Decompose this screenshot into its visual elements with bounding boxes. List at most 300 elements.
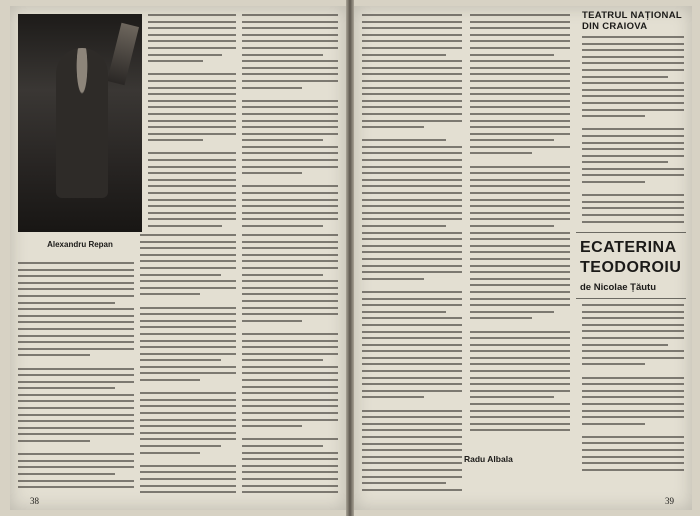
text-line <box>582 456 684 458</box>
text-line <box>470 357 570 359</box>
text-line <box>140 445 221 447</box>
text-line <box>140 432 236 434</box>
text-line <box>242 172 302 174</box>
text-line <box>470 139 554 141</box>
text-line <box>582 201 684 203</box>
text-line <box>362 106 462 108</box>
text-line <box>18 275 134 277</box>
text-line <box>242 379 338 381</box>
text-line <box>242 185 338 187</box>
text-line <box>362 166 462 168</box>
text-line <box>582 181 645 183</box>
text-line <box>18 420 134 422</box>
text-line <box>470 370 570 372</box>
text-line <box>140 425 236 427</box>
text-line <box>242 491 338 493</box>
text-line <box>140 491 236 493</box>
text-line <box>18 354 90 356</box>
text-line <box>242 159 338 161</box>
text-line <box>18 262 134 264</box>
text-line <box>140 458 236 460</box>
text-line <box>242 432 338 434</box>
title-rule-top <box>576 232 686 233</box>
text-line <box>362 238 462 240</box>
text-line <box>148 152 236 154</box>
text-line <box>582 155 684 157</box>
text-line <box>18 381 134 383</box>
text-line <box>582 109 684 111</box>
text-line <box>140 471 236 473</box>
text-line <box>148 199 236 201</box>
text-line <box>140 326 236 328</box>
text-line <box>582 357 684 359</box>
text-line <box>242 152 338 154</box>
text-line <box>242 113 338 115</box>
text-line <box>362 185 462 187</box>
text-line <box>242 73 338 75</box>
text-line <box>140 267 236 269</box>
text-line <box>242 405 338 407</box>
text-line <box>470 152 532 154</box>
text-line <box>18 288 134 290</box>
text-line <box>242 179 338 181</box>
text-line <box>582 304 684 306</box>
text-line <box>362 482 446 484</box>
text-line <box>470 429 570 431</box>
text-line <box>582 344 668 346</box>
text-line <box>140 320 236 322</box>
text-line <box>242 438 338 440</box>
left-top-text-column <box>148 14 236 232</box>
text-line <box>470 212 570 214</box>
text-line <box>242 287 338 289</box>
right-text-column-2 <box>470 14 570 436</box>
text-line <box>148 120 236 122</box>
text-line <box>470 403 570 405</box>
page-number-left: 38 <box>30 496 39 506</box>
text-line <box>582 423 645 425</box>
text-line <box>140 234 236 236</box>
text-line <box>470 179 570 181</box>
text-line <box>140 478 236 480</box>
text-line <box>18 440 90 442</box>
text-line <box>582 337 684 339</box>
text-line <box>148 100 236 102</box>
text-line <box>18 407 134 409</box>
text-line <box>470 331 570 333</box>
text-line <box>362 146 462 148</box>
text-line <box>470 337 570 339</box>
text-line <box>242 93 338 95</box>
text-line <box>140 366 236 368</box>
text-line <box>582 128 684 130</box>
text-line <box>470 205 570 207</box>
text-line <box>470 80 570 82</box>
text-line <box>470 271 570 273</box>
text-line <box>18 282 134 284</box>
text-line <box>18 473 115 475</box>
text-line <box>140 392 236 394</box>
right-page <box>354 6 692 510</box>
text-line <box>140 372 236 374</box>
text-line <box>148 14 236 16</box>
text-line <box>242 120 338 122</box>
text-line <box>18 433 134 435</box>
text-line <box>362 139 446 141</box>
text-line <box>470 232 570 234</box>
text-line <box>18 315 134 317</box>
text-line <box>242 133 338 135</box>
text-line <box>140 399 236 401</box>
text-line <box>148 54 222 56</box>
text-line <box>470 278 570 280</box>
text-line <box>242 241 338 243</box>
text-line <box>362 172 462 174</box>
left-bottom-text-column <box>18 262 134 493</box>
text-line <box>18 447 134 449</box>
text-line <box>148 113 236 115</box>
text-line <box>362 357 462 359</box>
text-line <box>362 159 462 161</box>
text-line <box>470 67 570 69</box>
text-line <box>362 133 462 135</box>
text-line <box>582 95 684 97</box>
text-line <box>582 122 684 124</box>
text-line <box>470 54 554 56</box>
text-line <box>242 307 338 309</box>
text-line <box>362 403 462 405</box>
text-line <box>470 291 570 293</box>
text-line <box>242 485 338 487</box>
text-line <box>470 344 570 346</box>
text-line <box>18 348 134 350</box>
text-line <box>18 427 134 429</box>
text-line <box>582 377 684 379</box>
text-line <box>18 328 134 330</box>
text-line <box>140 313 236 315</box>
text-line <box>362 27 462 29</box>
text-line <box>582 148 684 150</box>
text-line <box>362 311 446 313</box>
text-line <box>470 304 570 306</box>
text-line <box>140 485 236 487</box>
text-line <box>470 146 570 148</box>
actor-photo <box>18 14 142 232</box>
text-line <box>242 267 338 269</box>
text-line <box>140 465 236 467</box>
text-line <box>470 133 570 135</box>
text-line <box>582 69 684 71</box>
text-line <box>18 480 134 482</box>
text-line <box>470 416 570 418</box>
text-line <box>582 436 684 438</box>
text-line <box>582 142 684 144</box>
text-line <box>362 40 462 42</box>
text-line <box>470 350 570 352</box>
text-line <box>362 363 462 365</box>
text-line <box>18 295 134 297</box>
text-line <box>242 247 338 249</box>
text-line <box>362 278 424 280</box>
text-line <box>242 300 338 302</box>
text-line <box>140 293 200 295</box>
text-line <box>362 126 424 128</box>
text-line <box>242 340 338 342</box>
text-line <box>148 106 236 108</box>
text-line <box>18 361 134 363</box>
text-line <box>362 179 462 181</box>
text-line <box>470 106 570 108</box>
text-line <box>582 102 684 104</box>
text-line <box>362 469 462 471</box>
text-line <box>148 40 236 42</box>
text-line <box>18 414 134 416</box>
text-line <box>582 56 684 58</box>
text-line <box>582 188 684 190</box>
text-line <box>148 218 236 220</box>
text-line <box>18 321 134 323</box>
text-line <box>242 458 338 460</box>
text-line <box>242 67 338 69</box>
text-line <box>140 346 236 348</box>
text-line <box>242 254 338 256</box>
text-line <box>140 379 200 381</box>
text-line <box>582 396 684 398</box>
text-line <box>140 287 236 289</box>
text-line <box>362 449 462 451</box>
text-line <box>582 214 684 216</box>
text-line <box>140 307 236 309</box>
text-line <box>242 412 338 414</box>
text-line <box>362 113 462 115</box>
text-line <box>242 166 338 168</box>
text-line <box>582 324 684 326</box>
text-line <box>362 298 462 300</box>
text-line <box>470 40 570 42</box>
text-line <box>362 60 462 62</box>
text-line <box>148 67 236 69</box>
text-line <box>362 271 462 273</box>
text-line <box>140 300 236 302</box>
text-line <box>362 284 462 286</box>
text-line <box>362 251 462 253</box>
text-line <box>18 269 134 271</box>
text-line <box>362 232 462 234</box>
text-line <box>362 416 462 418</box>
text-line <box>148 80 236 82</box>
text-line <box>242 419 338 421</box>
text-line <box>582 207 684 209</box>
text-line <box>362 21 462 23</box>
text-line <box>242 293 338 295</box>
text-line <box>148 185 236 187</box>
text-line <box>242 452 338 454</box>
text-line <box>242 333 338 335</box>
right-text-column-3-top <box>582 36 684 227</box>
text-line <box>18 341 134 343</box>
text-line <box>18 335 134 337</box>
text-line <box>470 311 554 313</box>
text-line <box>242 280 338 282</box>
text-line <box>582 194 684 196</box>
left-bottom-text-column-3 <box>242 234 338 498</box>
text-line <box>362 218 462 220</box>
text-line <box>470 159 570 161</box>
text-line <box>362 120 462 122</box>
text-line <box>18 302 115 304</box>
text-line <box>470 87 570 89</box>
text-line <box>582 76 668 78</box>
text-line <box>148 133 236 135</box>
text-line <box>140 274 221 276</box>
text-line <box>362 14 462 16</box>
text-line <box>470 410 570 412</box>
text-line <box>362 443 462 445</box>
text-line <box>242 34 338 36</box>
text-line <box>148 212 236 214</box>
text-line <box>242 274 323 276</box>
text-line <box>470 100 570 102</box>
text-line <box>470 396 554 398</box>
text-line <box>470 238 570 240</box>
text-line <box>362 265 462 267</box>
text-line <box>470 199 570 201</box>
text-line <box>242 100 338 102</box>
text-line <box>148 21 236 23</box>
text-line <box>140 412 236 414</box>
text-line <box>242 212 338 214</box>
text-line <box>140 452 200 454</box>
text-line <box>242 146 338 148</box>
text-line <box>242 313 338 315</box>
text-line <box>470 126 570 128</box>
text-line <box>470 284 570 286</box>
text-line <box>470 113 570 115</box>
text-line <box>362 331 462 333</box>
text-line <box>18 400 134 402</box>
text-line <box>582 36 684 38</box>
text-line <box>470 423 570 425</box>
text-line <box>470 265 570 267</box>
article-byline: de Nicolae Țăutu <box>580 282 657 293</box>
article-title: ECATERINA TEODOROIU <box>580 239 682 276</box>
text-line <box>470 120 570 122</box>
text-line <box>582 62 684 64</box>
text-line <box>362 324 462 326</box>
text-line <box>470 363 570 365</box>
text-line <box>470 185 570 187</box>
text-line <box>470 251 570 253</box>
text-line <box>362 291 462 293</box>
photo-caption: Alexandru Repan <box>47 240 113 249</box>
text-line <box>148 166 236 168</box>
text-line <box>140 247 236 249</box>
text-line <box>470 377 570 379</box>
text-line <box>362 93 462 95</box>
text-line <box>242 465 338 467</box>
text-line <box>362 80 462 82</box>
text-line <box>582 311 684 313</box>
text-line <box>140 419 236 421</box>
text-line <box>242 445 323 447</box>
text-line <box>242 353 338 355</box>
text-line <box>582 416 684 418</box>
text-line <box>582 363 645 365</box>
text-line <box>582 161 668 163</box>
text-line <box>362 377 462 379</box>
text-line <box>140 280 236 282</box>
text-line <box>362 410 462 412</box>
text-line <box>362 396 424 398</box>
text-line <box>470 218 570 220</box>
text-line <box>242 60 338 62</box>
text-line <box>582 429 684 431</box>
text-line <box>362 370 462 372</box>
text-line <box>242 478 338 480</box>
text-line <box>242 392 338 394</box>
text-line <box>582 43 684 45</box>
text-line <box>362 212 462 214</box>
text-line <box>362 100 462 102</box>
text-line <box>582 82 684 84</box>
text-line <box>582 462 684 464</box>
text-line <box>242 27 338 29</box>
text-line <box>362 429 462 431</box>
text-line <box>582 442 684 444</box>
text-line <box>470 166 570 168</box>
text-line <box>242 471 338 473</box>
text-line <box>470 390 570 392</box>
text-line <box>140 353 236 355</box>
text-line <box>362 205 462 207</box>
text-line <box>362 54 446 56</box>
text-line <box>362 87 462 89</box>
text-line <box>148 93 236 95</box>
section-heading: TEATRUL NAȚIONAL DIN CRAIOVA <box>582 10 682 32</box>
text-line <box>242 54 323 56</box>
text-line <box>582 403 684 405</box>
text-line <box>362 258 462 260</box>
text-line <box>148 34 236 36</box>
text-line <box>470 225 554 227</box>
text-line <box>140 260 236 262</box>
text-line <box>362 383 462 385</box>
text-line <box>148 60 203 62</box>
text-line <box>242 320 302 322</box>
text-line <box>242 14 338 16</box>
right-text-column-3-bottom <box>582 304 684 475</box>
text-line <box>18 453 134 455</box>
text-line <box>242 425 302 427</box>
text-line <box>148 192 236 194</box>
text-line <box>242 372 338 374</box>
text-line <box>242 139 323 141</box>
text-line <box>148 159 236 161</box>
text-line <box>362 344 462 346</box>
text-line <box>470 47 570 49</box>
text-line <box>18 466 134 468</box>
text-line <box>148 73 236 75</box>
text-line <box>362 337 462 339</box>
text-line <box>470 172 570 174</box>
text-line <box>140 438 236 440</box>
text-line <box>242 346 338 348</box>
left-page <box>10 6 346 510</box>
text-line <box>242 192 338 194</box>
title-rule-bottom <box>576 298 686 299</box>
text-line <box>242 399 338 401</box>
text-line <box>242 366 338 368</box>
